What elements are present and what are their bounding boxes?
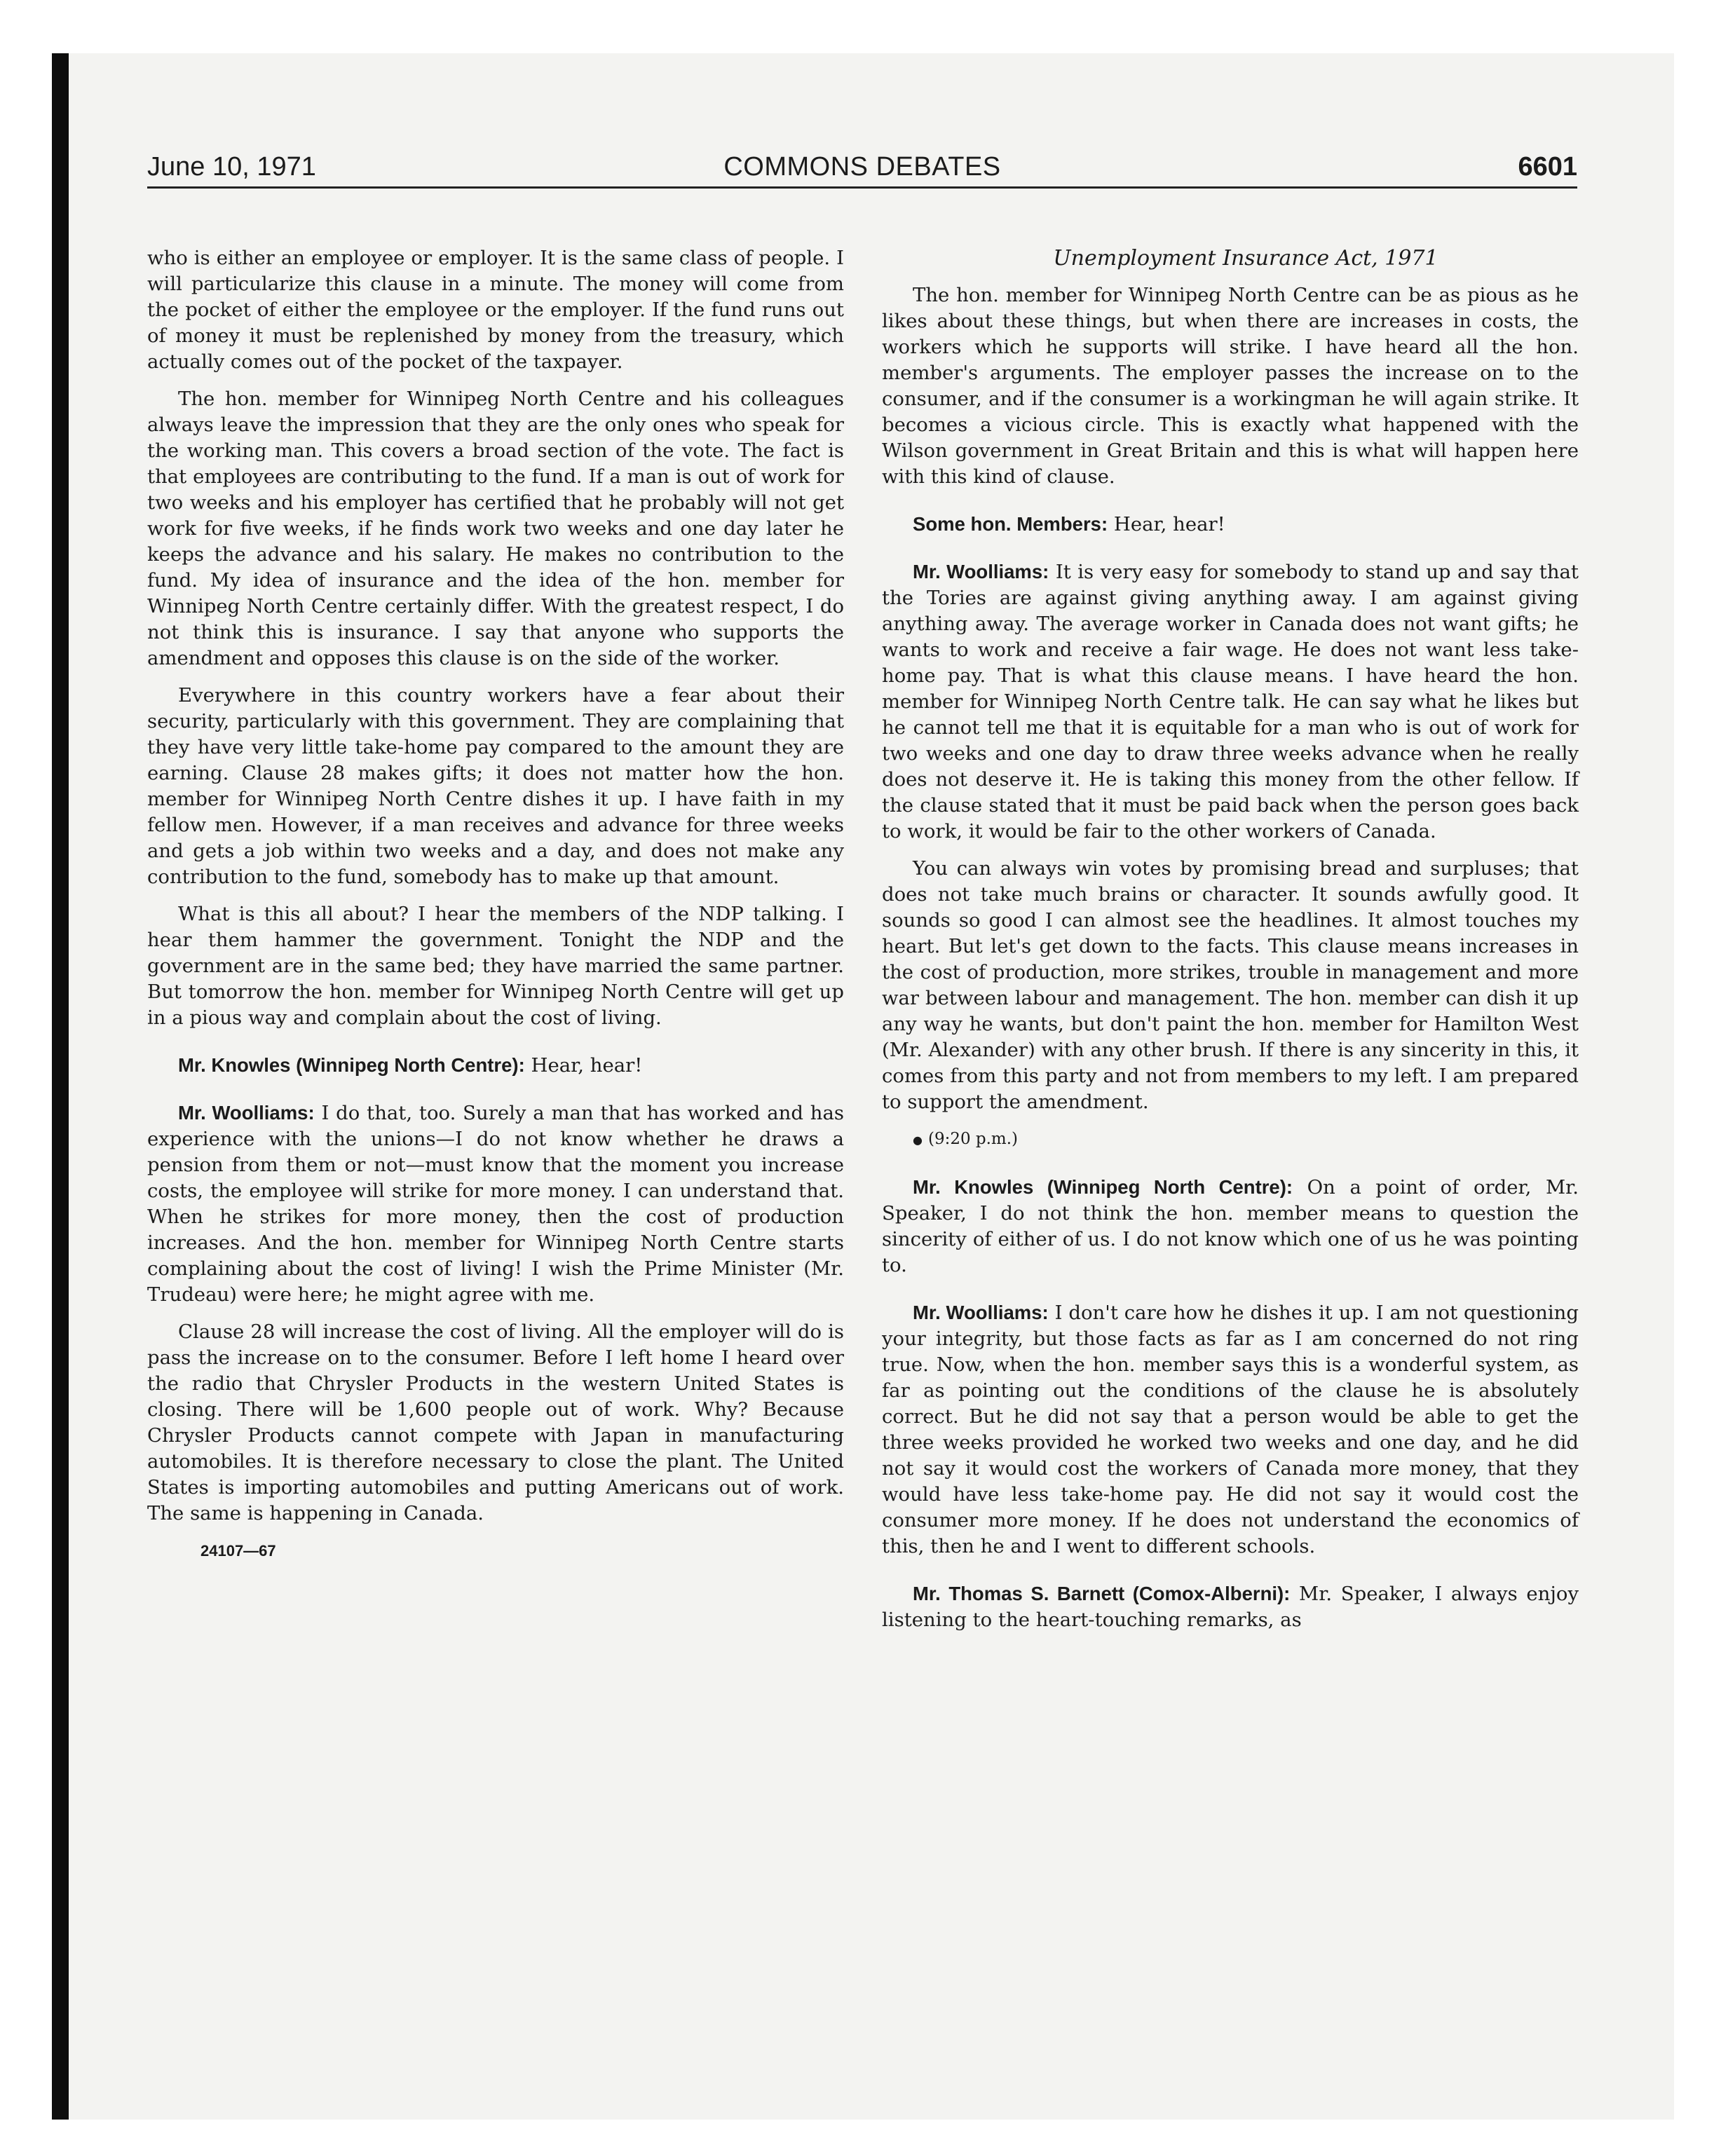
- speech-text: Hear, hear!: [1113, 513, 1225, 535]
- timestamp-text: (9:20 p.m.): [927, 1130, 1019, 1148]
- speaker-name: Mr. Knowles (Winnipeg North Centre):: [913, 1175, 1293, 1198]
- printer-mark: 24107—67: [200, 1542, 276, 1560]
- header-date: June 10, 1971: [147, 152, 316, 182]
- page-header: [147, 147, 1577, 189]
- speech-text: Hear, hear!: [531, 1054, 643, 1077]
- bullet-icon: ●: [913, 1133, 923, 1147]
- speaker-name: Mr. Thomas S. Barnett (Comox-Alberni):: [913, 1582, 1291, 1604]
- running-head: Unemployment Insurance Act, 1971: [1053, 246, 1438, 271]
- speech-text: On a point of order, Mr. Speaker, I do not think the hon. member means to question the sincerity of either of us. I do not know which one of us he was pointing to.: [882, 1175, 1579, 1276]
- left-column: [147, 245, 844, 1564]
- speech-text: I don't care how he dishes it up. I am not questioning your integrity, but those facts as far as I am concerned do not ring true. Now, when the hon. member says this is a wonderful system, as far as pointing out the conditions of the clause he is absolutely correct. But he did not say that a person would be able to get the three weeks provided he worked two weeks and one day, and he did not say it would cost the workers of Canada more money, that they would have less take-home pay. He did not say it would cost the consumer more money. If he does not understand the economics of this, then he and I went to different schools.: [882, 1301, 1579, 1557]
- speech-barnett: [882, 1581, 1579, 1633]
- paragraph: You can always win votes by promising bread and surpluses; that does not take much brains or character. It sounds awfully good. It sounds so good I can almost see the headlines. It almost touches my heart. But let's get down to the facts. This clause means increases in the cost of production, more strikes, trouble in management and more war between labour and management. The hon. member can dish it up any way he wants, but don't paint the hon. member for Hamilton West (Mr. Alexander) with any other brush. If there is any sincerity in this, it comes from this party and not from members to my left. I am prepared to support the amendment.: [882, 857, 1579, 1113]
- speaker-name: Mr. Knowles (Winnipeg North Centre):: [178, 1054, 525, 1076]
- right-column: [882, 245, 1579, 1644]
- speech-text: I do that, too. Surely a man that has worked and has experience with the unions—I do not know whether he draws a pension from them or not—must know that the moment you increase costs, the employee will strike for more money. I can understand that. When he strikes for more money, then the cost of production increases. And the hon. member for Winnipeg North Centre starts complaining about the cost of living! I wish the Prime Minister (Mr. Trudeau) were here; he might agree with me.: [147, 1102, 844, 1306]
- paragraph: The hon. member for Winnipeg North Centre and his colleagues always leave the impression that they are the only ones who speak for the working man. This covers a broad section of the vote. The fact is that employees are contributing to the fund. If a man is out of work for two weeks and his employer has certified that he probably will not get work for five weeks, if he finds work two weeks and one day later he keeps the advance and his salary. He makes no contribution to the fund. My idea of insurance and the idea of the hon. member for Winnipeg North Centre certainly differ. With the greatest respect, I do not think this is insurance. I say that anyone who supports the amendment and opposes this clause is on the side of the worker.: [147, 388, 844, 669]
- speech-woolliams: [882, 559, 1579, 845]
- paragraph: What is this all about? I hear the members of the NDP talking. I hear them hammer the government. Tonight the NDP and the government are in the same bed; they have married the same partner. But tomorrow the hon. member for Winnipeg North Centre will get up in a pious way and complain about the cost of living.: [147, 903, 844, 1029]
- timestamp: [882, 1126, 1579, 1153]
- speech-woolliams: [882, 1299, 1579, 1560]
- speaker-name: Mr. Woolliams:: [913, 561, 1049, 582]
- speech-some-members: [882, 511, 1579, 538]
- speech-knowles: [882, 1174, 1579, 1278]
- paragraph: who is either an employee or employer. It is the same class of people. I will particularize this clause in a minute. The money will come from the pocket of either the employee or the employer. If the fund runs out of money it must be replenished by money from the treasury, which actually comes out of the pocket of the taxpayer.: [147, 247, 844, 373]
- speaker-name: Mr. Woolliams:: [178, 1102, 315, 1124]
- speech-text: It is very easy for somebody to stand up and say that the Tories are against giving anything away. I am against giving anything away. The average worker in Canada does not want gifts; he wants to work and receive a fair wage. He does not want less take-home pay. That is what this clause means. I have heard the hon. member for Winnipeg North Centre talk. He can say what he likes but he cannot tell me that it is equitable for a man who is out of work for two weeks and one day to draw three weeks advance when he really does not deserve it. He is taking this money from the other fellow. If the clause stated that it must be paid back when the person goes back to work, it would be fair to the other workers of Canada.: [882, 561, 1579, 842]
- speech-knowles: [147, 1052, 844, 1079]
- speaker-name: Some hon. Members:: [913, 513, 1108, 535]
- scan-edge: [52, 53, 69, 2120]
- paragraph: Clause 28 will increase the cost of living. All the employer will do is pass the increase on to the consumer. Before I left home I heard over the radio that Chrysler Products in the western United States is closing. There will be 1,600 people out of work. Why? Because Chrysler Products cannot compete with Japan in manufacturing automobiles. It is therefore necessary to close the plant. The United States is importing automobiles and putting Americans out of work. The same is happening in Canada.: [147, 1321, 844, 1524]
- speech-text: Mr. Speaker, I always enjoy listening to the heart-touching remarks, as: [882, 1582, 1579, 1631]
- header-title: COMMONS DEBATES: [723, 152, 1001, 182]
- paragraph: The hon. member for Winnipeg North Centre can be as pious as he likes about these things, but when there are increases in costs, the workers which he supports will strike. I have heard all the hon. member's arguments. The employer passes the increase on to the consumer, and if the consumer is a workingman he will again strike. It becomes a vicious circle. This is exactly what happened with the Wilson government in Great Britain and this is what will happen here with this kind of clause.: [882, 284, 1579, 488]
- paragraph: Everywhere in this country workers have a fear about their security, particularly with this government. They are complaining that they have very little take-home pay compared to the amount they are earning. Clause 28 makes gifts; it does not matter how the hon. member for Winnipeg North Centre dishes it up. I have faith in my fellow men. However, if a man receives and advance for three weeks and gets a job within two weeks and a day, and does not make any contribution to the fund, somebody has to make up that amount.: [147, 684, 844, 888]
- speaker-name: Mr. Woolliams:: [913, 1301, 1049, 1323]
- header-page-number: 6601: [1518, 152, 1577, 182]
- speech-woolliams: [147, 1100, 844, 1308]
